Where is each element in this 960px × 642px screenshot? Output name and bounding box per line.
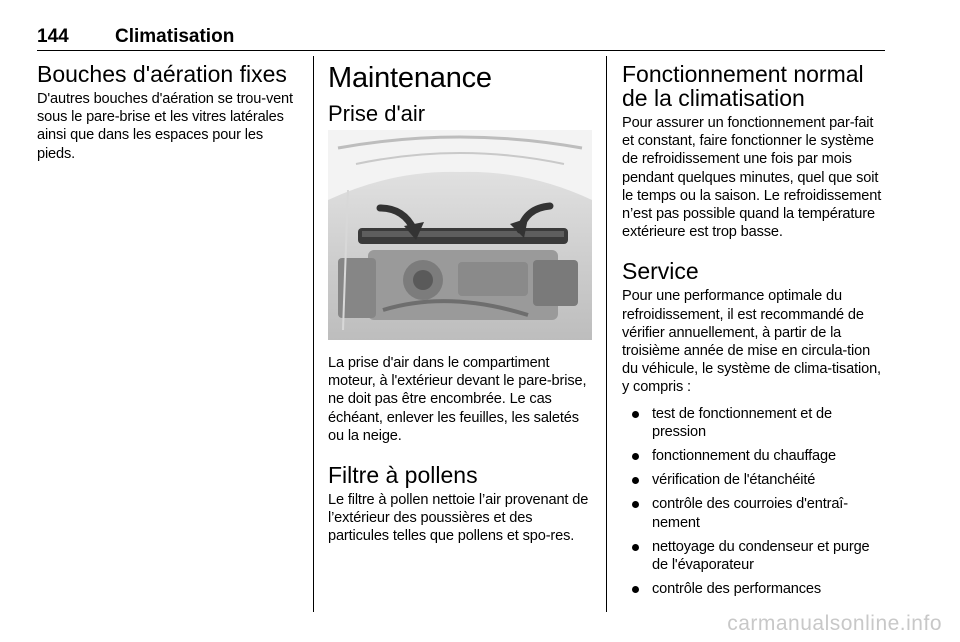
list-item: contrôle des courroies d'entraî-nement — [622, 495, 888, 531]
service-paragraph: Pour une performance optimale du refroidissement, il est recommandé de vérifier annuellement, à partir de la troisième année de mise en circula-tion du véhicule, le système de clima-tisation, y compris : — [622, 288, 881, 396]
column-right — [622, 62, 888, 604]
bullet-icon — [632, 501, 639, 508]
engine-bay-photo — [328, 130, 592, 340]
subheading-air-intake: Prise d'air — [328, 101, 426, 126]
column-left — [37, 62, 299, 177]
list-item: nettoyage du condenseur et purge de l'évaporateur — [622, 538, 888, 574]
column-divider-1 — [313, 56, 314, 612]
column-divider-2 — [606, 56, 607, 612]
column-middle — [328, 62, 592, 560]
bullet-icon — [632, 544, 639, 551]
normal-operation-paragraph: Pour assurer un fonctionnement par-fait et constant, faire fonctionner le système de refroidissement une fois par mois pendant quelques minutes, quel que soit le temps ou la saison. Le refroidissement n’est pas possible quand la température extérieure est trop basse. — [622, 115, 882, 241]
bullet-icon — [632, 477, 639, 484]
list-item: fonctionnement du chauffage — [622, 447, 888, 465]
bullet-icon — [632, 411, 639, 418]
vents-paragraph: D'autres bouches d'aération se trou-vent sous le pare-brise et les vitres latérales ainsi que dans les espaces pour les pieds. — [37, 91, 293, 162]
list-item: contrôle des performances — [622, 580, 888, 598]
list-item: vérification de l'étanchéité — [622, 471, 888, 489]
section-heading-vents: Bouches d'aération fixes — [37, 61, 287, 87]
section-heading-maintenance: Maintenance — [328, 62, 492, 94]
page-number: 144 — [37, 26, 69, 47]
page-header — [37, 26, 885, 52]
section-heading-normal-operation: Fonctionnement normal de la climatisation — [622, 61, 864, 111]
subheading-pollen-filter: Filtre à pollens — [328, 462, 478, 489]
bullet-icon — [632, 453, 639, 460]
running-title: Climatisation — [115, 26, 235, 47]
list-item: test de fonctionnement et de pression — [622, 405, 888, 441]
pollen-filter-paragraph: Le filtre à pollen nettoie l’air provenant de l’extérieur des poussières et des particules telles que pollens et spo-res. — [328, 492, 589, 545]
air-intake-paragraph: La prise d'air dans le compartiment moteur, à l'extérieur devant le pare-brise, ne doit pas être encombrée. Le cas échéant, enlever les feuilles, les saletés ou la neige. — [328, 355, 587, 444]
watermark: carmanualsonline.info — [727, 612, 942, 635]
bullet-icon — [632, 586, 639, 593]
service-checklist — [622, 405, 888, 599]
subheading-service: Service — [622, 258, 699, 285]
header-rule — [37, 50, 885, 51]
